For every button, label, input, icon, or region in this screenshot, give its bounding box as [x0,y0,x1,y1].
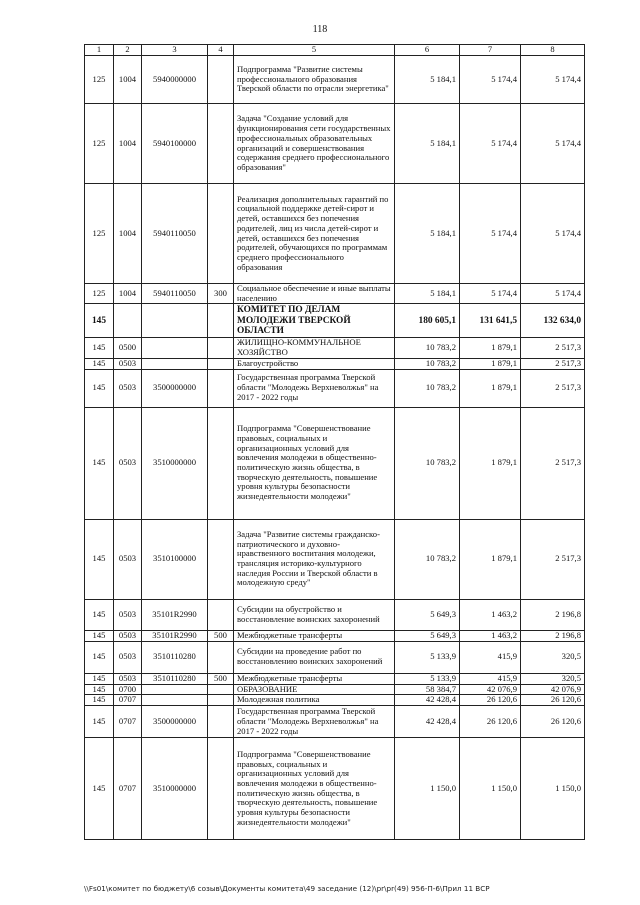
item-name-cell: Подпрограмма "Развитие системы профессионального образования Тверской области по отрасли энергетика" [234,56,395,104]
table-row [85,407,585,519]
item-name-cell: Задача "Создание условий для функционирования сети государственных профессиональных образовательных организаций и совершенствования содержания среднего профессионального образования" [234,104,395,184]
item-name-cell: КОМИТЕТ ПО ДЕЛАМ МОЛОДЕЖИ ТВЕРСКОЙ ОБЛАСТИ [234,304,395,338]
amount-col7-cell: 42 076,9 [460,684,521,695]
admin-code-cell: 145 [85,673,114,684]
amount-col7-cell: 1 879,1 [460,407,521,519]
target-article-cell [142,358,208,369]
amount-col6-cell: 5 184,1 [395,284,460,304]
amount-col7-cell: 5 174,4 [460,284,521,304]
admin-code-cell: 145 [85,407,114,519]
table-row [85,358,585,369]
amount-col6-cell: 5 649,3 [395,599,460,630]
footer-file-path: \\Fs01\комитет по бюджету\6 созыв\Документы комитета\49 заседание (12)\pr\pr(49) 956-П-6\Прил 11 ВСР [84,884,490,893]
admin-code-cell: 145 [85,630,114,641]
admin-code-cell: 145 [85,369,114,407]
amount-col6-cell: 10 783,2 [395,338,460,358]
target-article-cell: 5940110050 [142,184,208,284]
header-cell: 1 [85,45,114,56]
target-article-cell: 35101R2990 [142,599,208,630]
section-code-cell: 0503 [114,358,142,369]
admin-code-cell: 125 [85,284,114,304]
table-row [85,104,585,184]
header-cell: 6 [395,45,460,56]
section-code-cell: 0503 [114,641,142,673]
amount-col7-cell: 1 879,1 [460,338,521,358]
table-row [85,304,585,338]
amount-col8-cell: 320,5 [521,673,585,684]
target-article-cell: 3500000000 [142,706,208,738]
expense-type-cell [208,104,234,184]
admin-code-cell: 125 [85,184,114,284]
amount-col6-cell: 10 783,2 [395,519,460,599]
amount-col7-cell: 26 120,6 [460,695,521,706]
amount-col8-cell: 132 634,0 [521,304,585,338]
amount-col7-cell: 1 879,1 [460,369,521,407]
expense-type-cell [208,407,234,519]
item-name-cell: Субсидии на проведение работ по восстановлению воинских захоронений [234,641,395,673]
header-cell: 2 [114,45,142,56]
amount-col6-cell: 5 649,3 [395,630,460,641]
section-code-cell [114,304,142,338]
budget-table [84,44,585,840]
amount-col8-cell: 2 517,3 [521,519,585,599]
amount-col7-cell: 415,9 [460,641,521,673]
target-article-cell: 3510000000 [142,738,208,840]
item-name-cell: ЖИЛИЩНО-КОММУНАЛЬНОЕ ХОЗЯЙСТВО [234,338,395,358]
header-cell: 7 [460,45,521,56]
expense-type-cell [208,684,234,695]
section-code-cell: 0707 [114,738,142,840]
admin-code-cell: 125 [85,56,114,104]
table-row [85,369,585,407]
section-code-cell: 1004 [114,284,142,304]
target-article-cell: 3510000000 [142,407,208,519]
section-code-cell: 1004 [114,56,142,104]
admin-code-cell: 145 [85,641,114,673]
item-name-cell: Межбюджетные трансферты [234,630,395,641]
section-code-cell: 0503 [114,369,142,407]
amount-col8-cell: 2 196,8 [521,630,585,641]
item-name-cell: Благоустройство [234,358,395,369]
amount-col7-cell: 1 879,1 [460,358,521,369]
section-code-cell: 0503 [114,599,142,630]
target-article-cell: 5940100000 [142,104,208,184]
item-name-cell: Межбюджетные трансферты [234,673,395,684]
amount-col8-cell: 320,5 [521,641,585,673]
admin-code-cell: 145 [85,706,114,738]
header-cell: 4 [208,45,234,56]
target-article-cell: 5940110050 [142,284,208,304]
expense-type-cell [208,338,234,358]
expense-type-cell [208,184,234,284]
item-name-cell: Государственная программа Тверской области "Молодежь Верхневолжья" на 2017 - 2022 годы [234,706,395,738]
amount-col6-cell: 5 184,1 [395,184,460,284]
table-row [85,56,585,104]
amount-col6-cell: 42 428,4 [395,706,460,738]
section-code-cell: 0503 [114,673,142,684]
expense-type-cell [208,738,234,840]
admin-code-cell: 145 [85,358,114,369]
expense-type-cell [208,695,234,706]
table-row [85,706,585,738]
amount-col8-cell: 26 120,6 [521,706,585,738]
expense-type-cell [208,519,234,599]
amount-col7-cell: 5 174,4 [460,104,521,184]
amount-col8-cell: 2 196,8 [521,599,585,630]
item-name-cell: Молодежная политика [234,695,395,706]
section-code-cell: 1004 [114,104,142,184]
amount-col6-cell: 10 783,2 [395,407,460,519]
amount-col8-cell: 2 517,3 [521,369,585,407]
expense-type-cell [208,706,234,738]
expense-type-cell [208,304,234,338]
amount-col6-cell: 10 783,2 [395,358,460,369]
target-article-cell: 3510110280 [142,673,208,684]
amount-col7-cell: 1 879,1 [460,519,521,599]
table-row [85,284,585,304]
item-name-cell: Государственная программа Тверской области "Молодежь Верхневолжья" на 2017 - 2022 годы [234,369,395,407]
amount-col8-cell: 2 517,3 [521,358,585,369]
item-name-cell: Подпрограмма "Совершенствование правовых, социальных и организационных условий для вовлечения молодежи в общественно-политическую жизнь общества, в творческую деятельность, повышение уровня культуры безопасности жизнедеятельности молодежи" [234,738,395,840]
amount-col6-cell: 1 150,0 [395,738,460,840]
amount-col8-cell: 26 120,6 [521,695,585,706]
section-code-cell: 1004 [114,184,142,284]
amount-col6-cell: 5 184,1 [395,104,460,184]
amount-col8-cell: 5 174,4 [521,104,585,184]
target-article-cell: 3510110280 [142,641,208,673]
amount-col7-cell: 131 641,5 [460,304,521,338]
item-name-cell: Подпрограмма "Совершенствование правовых, социальных и организационных условий для вовлечения молодежи в общественно-политическую жизнь общества, в творческую деятельность, повышение уровня культуры безопасности жизнедеятельности молодежи" [234,407,395,519]
admin-code-cell: 145 [85,599,114,630]
admin-code-cell: 145 [85,519,114,599]
target-article-cell [142,684,208,695]
table-row [85,519,585,599]
table-row [85,184,585,284]
item-name-cell: Субсидии на обустройство и восстановление воинских захоронений [234,599,395,630]
expense-type-cell [208,641,234,673]
expense-type-cell: 300 [208,284,234,304]
amount-col6-cell: 58 384,7 [395,684,460,695]
header-cell: 5 [234,45,395,56]
admin-code-cell: 145 [85,338,114,358]
expense-type-cell [208,369,234,407]
amount-col7-cell: 1 150,0 [460,738,521,840]
header-cell: 3 [142,45,208,56]
admin-code-cell: 145 [85,738,114,840]
amount-col6-cell: 5 133,9 [395,673,460,684]
amount-col7-cell: 5 174,4 [460,56,521,104]
section-code-cell: 0707 [114,706,142,738]
amount-col8-cell: 5 174,4 [521,284,585,304]
amount-col6-cell: 5 184,1 [395,56,460,104]
target-article-cell [142,338,208,358]
admin-code-cell: 125 [85,104,114,184]
section-code-cell: 0700 [114,684,142,695]
amount-col8-cell: 42 076,9 [521,684,585,695]
table-row [85,738,585,840]
admin-code-cell: 145 [85,695,114,706]
item-name-cell: Социальное обеспечение и иные выплаты населению [234,284,395,304]
amount-col7-cell: 1 463,2 [460,630,521,641]
amount-col6-cell: 5 133,9 [395,641,460,673]
amount-col7-cell: 26 120,6 [460,706,521,738]
target-article-cell: 3500000000 [142,369,208,407]
table-row [85,338,585,358]
amount-col7-cell: 5 174,4 [460,184,521,284]
section-code-cell: 0503 [114,630,142,641]
header-cell: 8 [521,45,585,56]
amount-col6-cell: 10 783,2 [395,369,460,407]
section-code-cell: 0503 [114,519,142,599]
table-row [85,684,585,695]
target-article-cell [142,304,208,338]
item-name-cell: Реализация дополнительных гарантий по социальной поддержке детей-сирот и детей, оставшихся без попечения родителей, лиц из числа детей-сирот и детей, оставшихся без попечения родителей, обучающихся по программам среднего профессионального образования [234,184,395,284]
amount-col7-cell: 415,9 [460,673,521,684]
page-number: 118 [312,24,328,35]
section-code-cell: 0503 [114,407,142,519]
expense-type-cell [208,358,234,369]
amount-col8-cell: 5 174,4 [521,184,585,284]
amount-col8-cell: 1 150,0 [521,738,585,840]
table-row [85,695,585,706]
amount-col6-cell: 180 605,1 [395,304,460,338]
target-article-cell: 5940000000 [142,56,208,104]
target-article-cell: 35101R2990 [142,630,208,641]
amount-col8-cell: 5 174,4 [521,56,585,104]
section-code-cell: 0707 [114,695,142,706]
expense-type-cell: 500 [208,630,234,641]
header-row [85,45,585,56]
amount-col7-cell: 1 463,2 [460,599,521,630]
amount-col6-cell: 42 428,4 [395,695,460,706]
target-article-cell [142,695,208,706]
table-row [85,599,585,630]
amount-col8-cell: 2 517,3 [521,338,585,358]
table-row [85,673,585,684]
amount-col8-cell: 2 517,3 [521,407,585,519]
section-code-cell: 0500 [114,338,142,358]
item-name-cell: ОБРАЗОВАНИЕ [234,684,395,695]
admin-code-cell: 145 [85,304,114,338]
expense-type-cell: 500 [208,673,234,684]
target-article-cell: 3510100000 [142,519,208,599]
table-row [85,630,585,641]
admin-code-cell: 145 [85,684,114,695]
table-row [85,641,585,673]
expense-type-cell [208,599,234,630]
item-name-cell: Задача "Развитие системы гражданско-патриотического и духовно-нравственного воспитания молодежи, трансляция историко-культурного наследия России и Тверской области в молодежную среду" [234,519,395,599]
expense-type-cell [208,56,234,104]
